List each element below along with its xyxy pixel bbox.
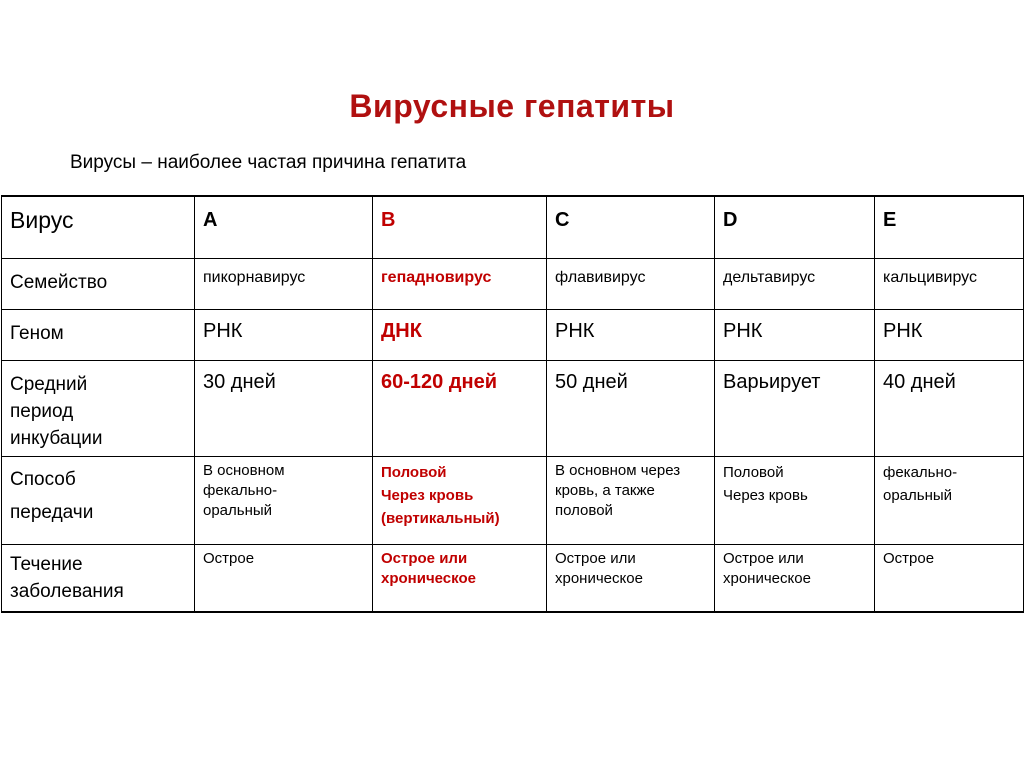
course-b-line1: Острое или: [381, 549, 468, 567]
transmission-e-line2: оральный: [883, 486, 953, 504]
table-cell: [547, 456, 715, 544]
incubation-e: 40 дней: [883, 370, 956, 393]
row-label-incubation-line2: период: [10, 400, 74, 422]
row-label-transmission-line2: передачи: [10, 501, 94, 523]
table-cell: [875, 456, 1024, 544]
page-subtitle: Вирусы – наиболее частая причина гепатита: [70, 152, 467, 173]
table-cell: [547, 360, 715, 456]
transmission-a-line2: фекально-: [203, 481, 278, 499]
row-label-cell: [2, 360, 195, 456]
table-cell: [547, 309, 715, 360]
header-virus-a: A: [203, 209, 218, 231]
table-cell: [373, 258, 547, 309]
header-virus-d: D: [723, 209, 738, 231]
table-cell: [195, 456, 373, 544]
family-b: гепадновирус: [381, 268, 492, 286]
header-virus-b: B: [381, 209, 396, 231]
row-label-cell: [2, 456, 195, 544]
course-d-line1: Острое или: [723, 549, 804, 567]
table-cell: [373, 456, 547, 544]
table-row: [2, 456, 1024, 544]
transmission-c-line2: кровь, а также: [555, 481, 655, 499]
row-label-incubation-line1: Средний: [10, 373, 88, 395]
row-label-cell: [2, 309, 195, 360]
transmission-a-line1: В основном: [203, 461, 285, 479]
row-label-course-line2: заболевания: [10, 580, 124, 602]
row-label-cell: [2, 258, 195, 309]
table-cell: [195, 360, 373, 456]
table-row: [2, 309, 1024, 360]
transmission-e-line1: фекально-: [883, 463, 958, 481]
incubation-b: 60-120 дней: [381, 370, 498, 393]
transmission-b-line2: Через кровь: [381, 486, 474, 504]
transmission-a-line3: оральный: [203, 501, 273, 519]
table-cell: [875, 258, 1024, 309]
transmission-b-line3: (вертикальный): [381, 509, 500, 527]
header-virus-c: C: [555, 209, 570, 231]
table-cell: [715, 309, 875, 360]
family-a: пикорнавирус: [203, 268, 306, 286]
table-cell: [373, 360, 547, 456]
family-e: кальцивирус: [883, 268, 977, 286]
table-cell: [195, 544, 373, 612]
transmission-c-line1: В основном через: [555, 461, 681, 479]
transmission-d-line2: Через кровь: [723, 486, 808, 504]
course-d-line2: хроническое: [723, 569, 811, 587]
genome-d: РНК: [723, 319, 763, 342]
table-cell: [373, 309, 547, 360]
family-d: дельтавирус: [723, 268, 816, 286]
header-cell-a: [195, 196, 373, 258]
row-label-incubation-line3: инкубации: [10, 427, 103, 449]
header-virus-e: E: [883, 209, 897, 231]
incubation-d: Варьирует: [723, 370, 821, 393]
header-label-cell: [2, 196, 195, 258]
transmission-d-line1: Половой: [723, 463, 784, 481]
header-cell-d: [715, 196, 875, 258]
genome-c: РНК: [555, 319, 595, 342]
header-cell-e: [875, 196, 1024, 258]
table-cell: [373, 544, 547, 612]
incubation-a: 30 дней: [203, 370, 276, 393]
header-label: Вирус: [10, 207, 74, 233]
table-cell: [195, 258, 373, 309]
row-label-transmission-line1: Способ: [10, 468, 76, 490]
genome-b: ДНК: [381, 319, 422, 342]
table-cell: [715, 360, 875, 456]
hepatitis-table: [1, 195, 1024, 613]
row-label-course-line1: Течение: [10, 553, 83, 575]
course-b-line2: хроническое: [381, 569, 476, 587]
course-a-line1: Острое: [203, 549, 255, 567]
table-cell: [715, 258, 875, 309]
genome-e: РНК: [883, 319, 923, 342]
table-cell: [875, 360, 1024, 456]
table-cell: [547, 544, 715, 612]
row-label-genome: Геном: [10, 322, 64, 344]
table-row: [2, 258, 1024, 309]
table-cell: [195, 309, 373, 360]
table-cell: [875, 544, 1024, 612]
family-c: флавивирус: [555, 268, 646, 286]
course-e-line1: Острое: [883, 549, 935, 567]
course-c-line1: Острое или: [555, 549, 636, 567]
table-cell: [875, 309, 1024, 360]
table-cell: [547, 258, 715, 309]
transmission-b-line1: Половой: [381, 463, 447, 481]
row-label-cell: [2, 544, 195, 612]
header-cell-b: [373, 196, 547, 258]
table-cell: [715, 456, 875, 544]
transmission-c-line3: половой: [555, 501, 613, 519]
table-row: [2, 360, 1024, 456]
incubation-c: 50 дней: [555, 370, 628, 393]
table-header-row: [2, 196, 1024, 258]
header-cell-c: [547, 196, 715, 258]
course-c-line2: хроническое: [555, 569, 643, 587]
page-title: Вирусные гепатиты: [349, 88, 675, 124]
table-cell: [715, 544, 875, 612]
row-label-family: Семейство: [10, 271, 108, 293]
table-row: [2, 544, 1024, 612]
genome-a: РНК: [203, 319, 243, 342]
